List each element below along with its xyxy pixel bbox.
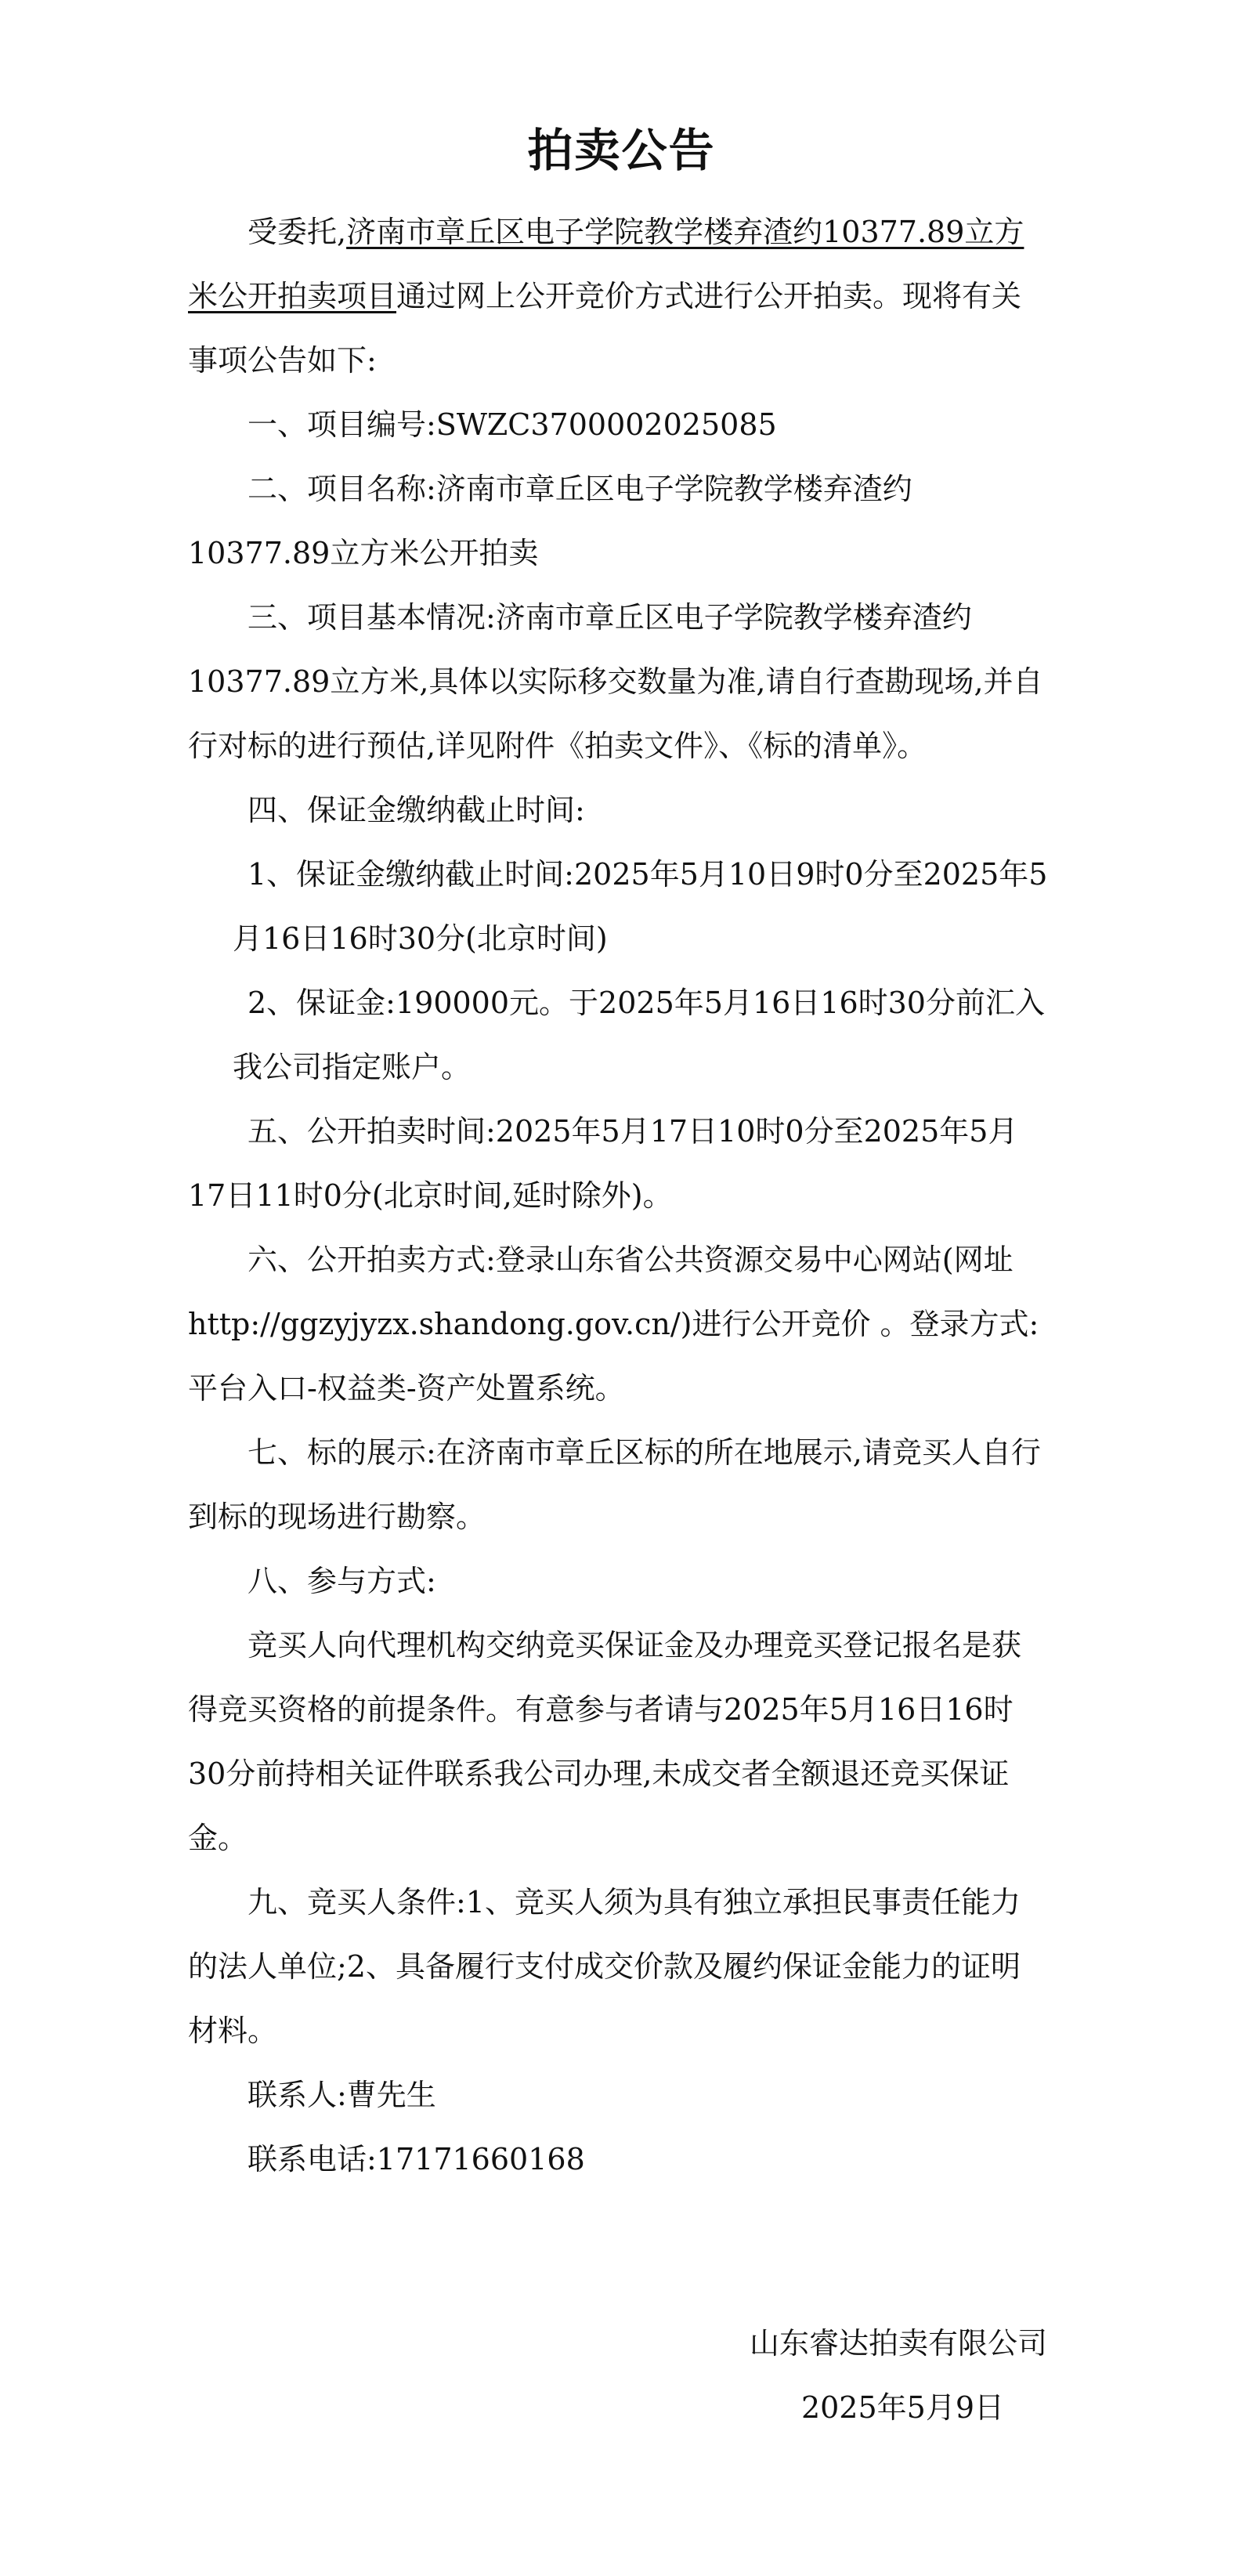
deposit-heading: 四、保证金缴纳截止时间:: [248, 793, 585, 827]
auction-method: 六、公开拍卖方式:登录山东省公共资源交易中心网站(网址http://ggzyjyzx.shandong.gov.cn/)进行公开竞价 。登录方式:平台入口-权益类-资产处置系统。: [188, 1243, 1039, 1406]
announcement-body: [188, 200, 1050, 2191]
contact-person: 联系人:曹先生: [248, 2078, 436, 2112]
signature-date: 2025年5月9日: [800, 2390, 1004, 2425]
project-name: 二、项目名称:济南市章丘区电子学院教学楼弃渣约10377.89立方米公开拍卖: [188, 472, 912, 570]
participation-heading: 八、参与方式:: [248, 1564, 436, 1598]
bidder-conditions: 九、竞买人条件:1、竞买人须为具有独立承担民事责任能力的法人单位;2、具备履行支付成交价款及履约保证金能力的证明材料。: [188, 1885, 1021, 2048]
item-display: 七、标的展示:在济南市章丘区标的所在地展示,请竞买人自行到标的现场进行勘察。: [188, 1435, 1041, 1534]
deposit-deadline: 1、保证金缴纳截止时间:2025年5月10日9时0分至2025年5月16日16时30分(北京时间): [233, 857, 1048, 956]
intro-suffix: 通过网上公开竞价方式进行公开拍卖。现将有关事项公告如下:: [188, 279, 1022, 378]
project-link[interactable]: 济南市章丘区电子学院教学楼弃渣约10377.89立方米公开拍卖项目: [188, 215, 1024, 313]
project-basic-info: 三、项目基本情况:济南市章丘区电子学院教学楼弃渣约10377.89立方米,具体以实际移交数量为准,请自行查勘现场,并自行对标的进行预估,详见附件《拍卖文件》、《标的清单》。: [188, 600, 1043, 763]
intro-prefix: 受委托,: [248, 215, 347, 249]
signature-block: [750, 2311, 1047, 2440]
intro-paragraph: [188, 200, 1050, 393]
deposit-amount: 2、保证金:190000元。于2025年5月16日16时30分前汇入我公司指定账户。: [233, 986, 1045, 1084]
contact-phone: 联系电话:17171660168: [248, 2142, 585, 2176]
auction-time: 五、公开拍卖时间:2025年5月17日10时0分至2025年5月17日11时0分(北京时间,延时除外)。: [188, 1114, 1018, 1213]
project-number: 一、项目编号:SWZC3700002025085: [248, 407, 777, 442]
page-title: 拍卖公告: [527, 124, 716, 177]
company-name: 山东睿达拍卖有限公司: [749, 2326, 1047, 2361]
participation-text: 竞买人向代理机构交纳竞买保证金及办理竞买登记报名是获得竞买资格的前提条件。有意参与者请与2025年5月16日16时30分前持相关证件联系我公司办理,未成交者全额退还竞买保证金。: [188, 1628, 1022, 1855]
